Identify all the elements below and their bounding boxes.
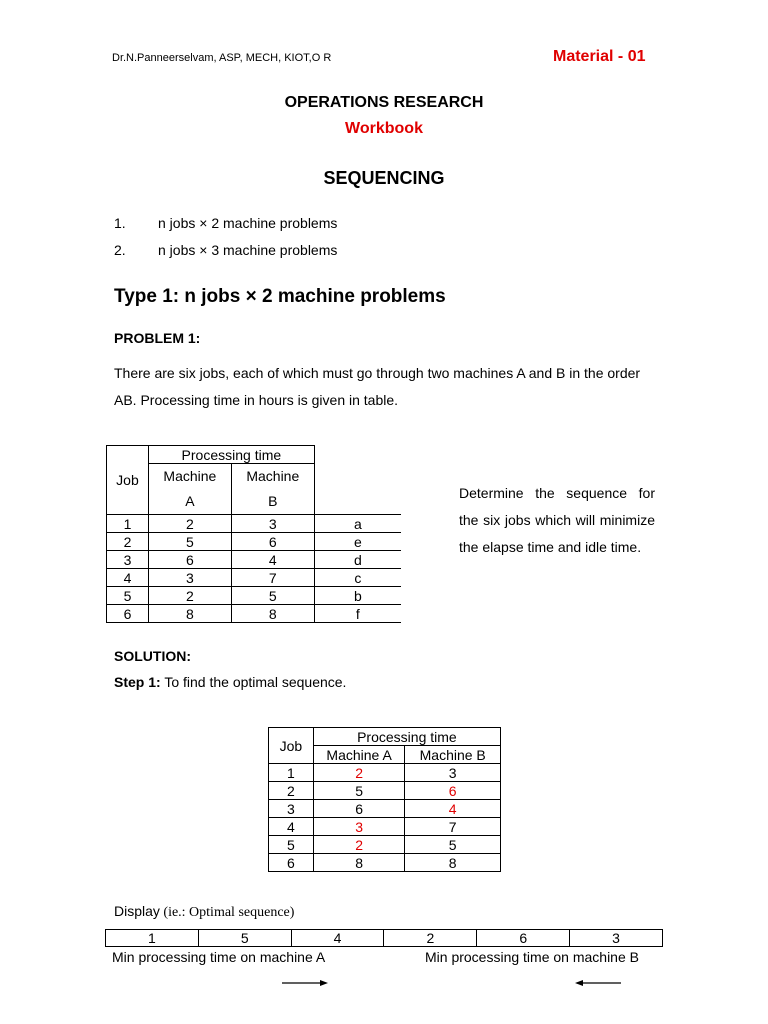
table-row (269, 818, 501, 836)
document-subtitle: Workbook (345, 120, 423, 137)
label-cell: d (314, 551, 401, 569)
table-row (269, 836, 501, 854)
optimal-sequence-table (105, 929, 663, 947)
job-header: Job (269, 728, 314, 764)
problem-text: There are six jobs, each of which must go through two machines A and B in the order AB. Processing time in hours is given in table. (114, 365, 641, 408)
step-1 (114, 674, 346, 690)
table-row (269, 854, 501, 872)
machine-b-cell: 3 (231, 515, 314, 533)
table-row (269, 800, 501, 818)
table-row (107, 515, 402, 533)
machine-a-cell: 5 (148, 533, 231, 551)
machine-b-cell: 5 (231, 587, 314, 605)
topic-number: 1. (114, 215, 126, 231)
table-row (107, 587, 402, 605)
step-text: To find the optimal sequence. (160, 674, 347, 690)
job-cell: 2 (107, 533, 149, 551)
machine-b-cell: 6 (405, 782, 501, 800)
sequence-cell: 1 (106, 930, 199, 947)
left-arrow-icon (575, 975, 621, 985)
problem-table (106, 445, 401, 623)
document-title: OPERATIONS RESEARCH (284, 94, 484, 111)
label-cell: a (314, 515, 401, 533)
table-row (107, 533, 402, 551)
solution-label: SOLUTION: (114, 648, 191, 664)
blank-header-cell (314, 446, 401, 515)
job-cell: 2 (269, 782, 314, 800)
job-cell: 3 (107, 551, 149, 569)
job-cell: 1 (269, 764, 314, 782)
right-arrow-icon (282, 975, 328, 985)
table-row (269, 782, 501, 800)
job-cell: 5 (269, 836, 314, 854)
display-label: Display (ie.: Optimal sequence) (114, 903, 295, 920)
problem-label: PROBLEM 1: (114, 330, 201, 346)
caption-machine-a: Min processing time on machine A (112, 949, 326, 965)
topic-text: n jobs × 3 machine problems (158, 242, 338, 258)
sequence-cell: 6 (477, 930, 570, 947)
machine-a-header: Machine A (148, 464, 231, 515)
machine-b-cell: 4 (231, 551, 314, 569)
machine-b-header: Machine B (405, 746, 501, 764)
processing-time-header: Processing time (148, 446, 314, 464)
machine-b-cell: 7 (231, 569, 314, 587)
machine-b-cell: 8 (405, 854, 501, 872)
topic-number: 2. (114, 242, 126, 258)
topic-list-item (114, 215, 337, 231)
job-cell: 6 (107, 605, 149, 623)
sequence-cell: 3 (570, 930, 663, 947)
table-row (107, 551, 402, 569)
sequence-cell: 5 (198, 930, 291, 947)
machine-b-cell: 5 (405, 836, 501, 854)
type1-heading: Type 1: n jobs × 2 machine problems (114, 286, 446, 307)
sequence-cell: 2 (384, 930, 477, 947)
author-line: Dr.N.Panneerselvam, ASP, MECH, KIOT,O R (112, 52, 332, 64)
table-row (269, 764, 501, 782)
topic-text: n jobs × 2 machine problems (158, 215, 338, 231)
machine-a-cell: 6 (148, 551, 231, 569)
machine-b-cell: 4 (405, 800, 501, 818)
topic-list-item (114, 242, 337, 258)
machine-a-cell: 5 (313, 782, 405, 800)
table-row (107, 569, 402, 587)
caption-machine-b: Min processing time on machine B (425, 949, 639, 965)
machine-a-cell: 8 (148, 605, 231, 623)
processing-time-header: Processing time (313, 728, 500, 746)
machine-a-cell: 3 (148, 569, 231, 587)
job-cell: 3 (269, 800, 314, 818)
machine-b-cell: 8 (231, 605, 314, 623)
machine-b-header: Machine B (231, 464, 314, 515)
machine-b-cell: 3 (405, 764, 501, 782)
machine-a-cell: 2 (148, 515, 231, 533)
sequence-cell: 4 (291, 930, 384, 947)
machine-a-cell: 3 (313, 818, 405, 836)
label-cell: b (314, 587, 401, 605)
machine-a-cell: 6 (313, 800, 405, 818)
label-cell: c (314, 569, 401, 587)
job-cell: 5 (107, 587, 149, 605)
job-cell: 1 (107, 515, 149, 533)
machine-b-cell: 6 (231, 533, 314, 551)
table-row (107, 605, 402, 623)
job-cell: 4 (269, 818, 314, 836)
job-header: Job (107, 446, 149, 515)
machine-a-cell: 2 (148, 587, 231, 605)
label-cell: e (314, 533, 401, 551)
section-title: SEQUENCING (323, 168, 445, 188)
machine-a-cell: 2 (313, 836, 405, 854)
job-cell: 6 (269, 854, 314, 872)
machine-a-cell: 2 (313, 764, 405, 782)
display-label-note: (ie.: Optimal sequence) (159, 905, 295, 920)
machine-b-cell: 7 (405, 818, 501, 836)
step-label: Step 1: (114, 674, 161, 690)
problem-question: Determine the sequence for the six jobs which will minimize the elapse time and idle time. (459, 485, 655, 555)
machine-a-header: Machine A (313, 746, 405, 764)
job-cell: 4 (107, 569, 149, 587)
machine-a-cell: 8 (313, 854, 405, 872)
solution-table (268, 727, 501, 872)
material-number: Material - 01 (553, 48, 646, 65)
label-cell: f (314, 605, 401, 623)
